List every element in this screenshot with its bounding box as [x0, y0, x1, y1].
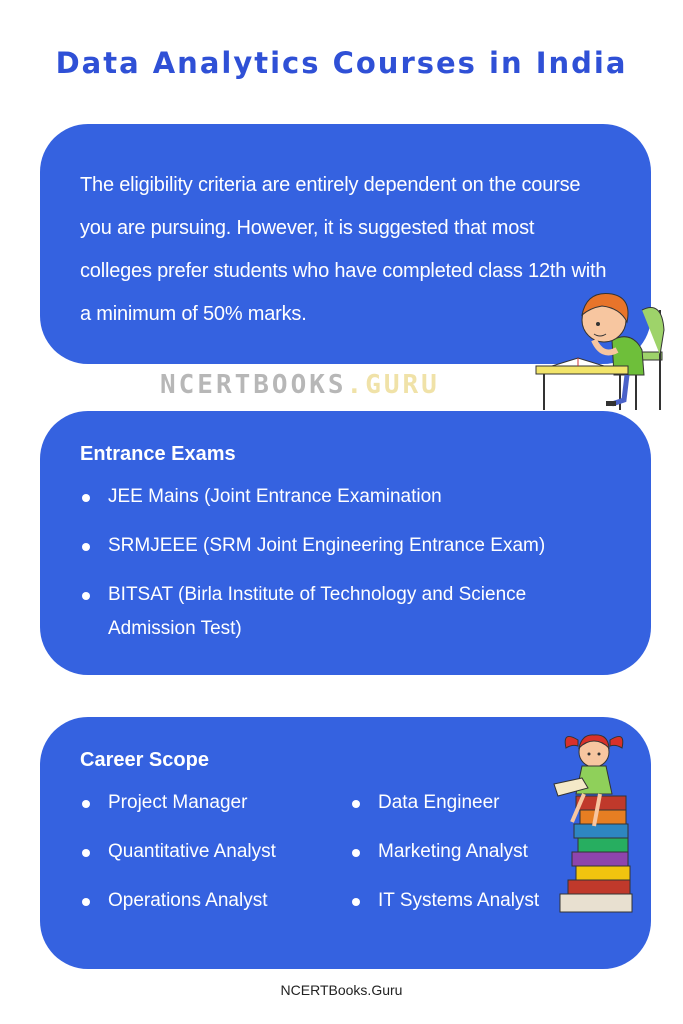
- entrance-exams-list: [80, 480, 611, 646]
- list-item: Data Engineer: [350, 786, 580, 820]
- list-item: IT Systems Analyst: [350, 884, 580, 918]
- girl-on-books-icon: [548, 726, 640, 918]
- list-item: Marketing Analyst: [350, 835, 580, 869]
- list-item: BITSAT (Birla Institute of Technology and Science Admission Test): [80, 578, 611, 646]
- career-scope-heading: Career Scope: [80, 749, 209, 771]
- boy-reading-icon: [532, 280, 672, 415]
- eligibility-text: The eligibility criteria are entirely dependent on the course you are pursuing. However, it is suggested that most colleges prefer students who have completed class 12th with a minimum of 50% marks.: [80, 174, 607, 325]
- page-title: Data Analytics Courses in India: [55, 46, 628, 80]
- career-scope-list: [80, 786, 611, 918]
- list-item: SRMJEEE (SRM Joint Engineering Entrance Exam): [80, 529, 611, 563]
- list-item: Operations Analyst: [80, 884, 350, 918]
- entrance-exams-heading: Entrance Exams: [80, 443, 236, 465]
- footer-site-name: NCERTBooks.Guru: [280, 982, 403, 998]
- watermark-main: NCERTBOOKS: [160, 370, 347, 400]
- entrance-exams-card: [40, 411, 651, 675]
- list-item: Quantitative Analyst: [80, 835, 350, 869]
- list-item: JEE Mains (Joint Entrance Examination: [80, 480, 611, 514]
- watermark-suffix: .GURU: [346, 370, 440, 400]
- list-item: Project Manager: [80, 786, 350, 820]
- watermark: [160, 370, 440, 400]
